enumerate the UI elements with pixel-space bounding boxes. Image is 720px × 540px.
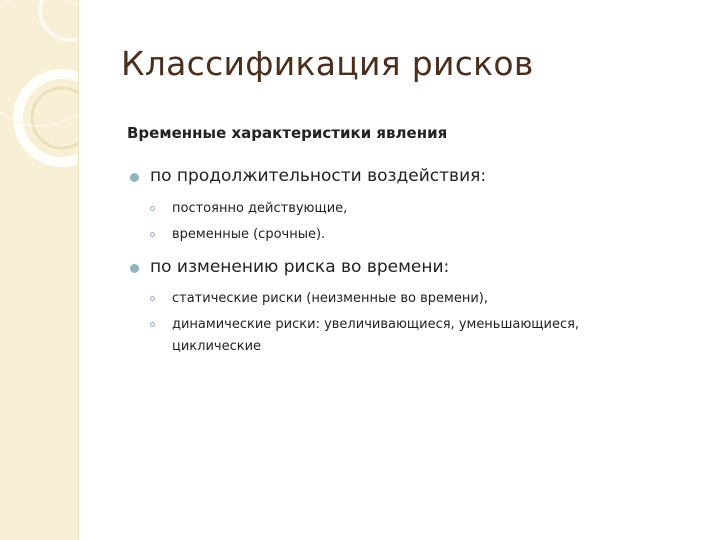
decorative-side-band xyxy=(0,0,79,540)
sub-bullet-ring-icon xyxy=(150,296,155,301)
sub-bullet-ring-icon xyxy=(150,232,155,237)
bullet-text: по продолжительности воздействия: xyxy=(150,166,487,186)
bullet-dot-icon xyxy=(130,173,139,182)
sub-bullet-text: временные (срочные). xyxy=(172,227,326,242)
slide-title: Классификация рисков xyxy=(121,44,534,83)
bullet-dot-icon xyxy=(130,264,139,273)
sub-bullet-ring-icon xyxy=(150,206,155,211)
bullet-text: по изменению риска во времени: xyxy=(150,257,450,277)
slide-subtitle: Временные характеристики явления xyxy=(127,124,448,142)
sub-bullet-text: постоянно действующие, xyxy=(172,201,348,216)
sub-bullet-text: циклические xyxy=(172,339,262,354)
decorative-rings xyxy=(0,0,78,540)
sub-bullet-ring-icon xyxy=(150,322,155,327)
sub-bullet-text: динамические риски: увеличивающиеся, уменьшающиеся, xyxy=(172,317,580,332)
sub-bullet-text: статические риски (неизменные во времени), xyxy=(172,291,488,306)
